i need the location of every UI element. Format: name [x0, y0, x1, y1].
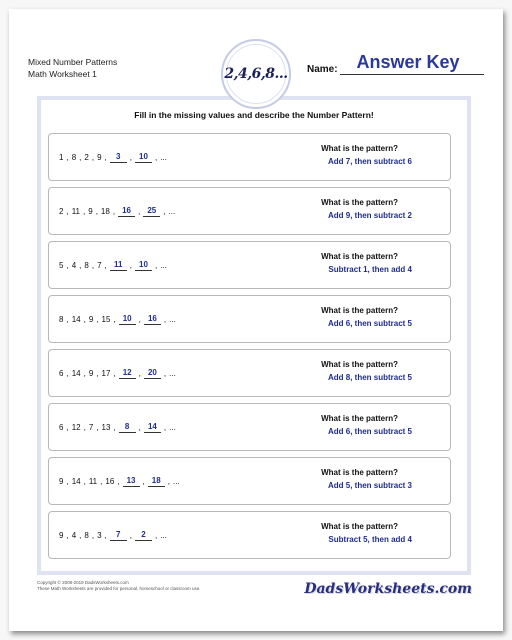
sequence-term: 16	[105, 476, 115, 486]
missing-value: 16	[118, 206, 135, 217]
sequence-term: 6	[59, 368, 64, 378]
sequence-term: 2	[84, 152, 89, 162]
pattern-answer: Add 9, then subtract 2	[327, 211, 412, 220]
separator: ,	[83, 422, 86, 432]
name-line	[340, 74, 484, 75]
instructions: Fill in the missing values and describe the Number Pattern!	[134, 110, 374, 120]
pattern-question: What is the pattern?	[321, 468, 398, 477]
separator: ,	[96, 314, 99, 324]
sequence-ellipsis: ...	[169, 422, 176, 432]
problem-row	[48, 295, 451, 343]
separator: ,	[83, 206, 86, 216]
sequence-term: 14	[71, 476, 81, 486]
missing-value: 13	[123, 476, 140, 487]
missing-value: 10	[135, 260, 152, 271]
sequence-term: 3	[97, 530, 102, 540]
sequence-ellipsis: ...	[169, 368, 176, 378]
pattern-answer: Add 6, then subtract 5	[327, 319, 412, 328]
number-sequence	[59, 350, 176, 396]
worksheet-title-block	[28, 56, 117, 80]
separator: ,	[163, 368, 167, 378]
sequence-ellipsis: ...	[160, 152, 167, 162]
sequence-term: 18	[100, 206, 110, 216]
separator: ,	[142, 476, 145, 486]
name-label: Name:	[307, 64, 338, 75]
pattern-question: What is the pattern?	[321, 360, 398, 369]
pattern-answer: Add 7, then subtract 6	[327, 157, 412, 166]
sequence-term: 7	[88, 422, 94, 432]
sequence-term: 9	[97, 152, 102, 162]
number-sequence	[59, 242, 167, 288]
number-sequence	[59, 296, 176, 342]
pattern-answer: Subtract 1, then add 4	[328, 265, 412, 274]
pattern-question: What is the pattern?	[321, 144, 398, 153]
usage-notice: These Math Worksheets are provided for personal, homeschool or classroom use.	[37, 586, 201, 591]
sequence-term: 11	[71, 206, 80, 216]
separator: ,	[83, 476, 86, 486]
missing-value: 25	[143, 206, 160, 217]
separator: ,	[129, 260, 132, 270]
brand-logo: DadsWorksheets.com	[304, 581, 472, 597]
sequence-term: 8	[84, 260, 89, 270]
separator: ,	[66, 368, 69, 378]
missing-value: 11	[110, 260, 127, 271]
sequence-term: 4	[71, 260, 77, 270]
sequence-term: 9	[88, 206, 93, 216]
separator: ,	[95, 206, 98, 216]
worksheet-title: Mixed Number Patterns	[28, 57, 118, 67]
sequence-term: 14	[71, 314, 81, 324]
sequence-term: 8	[59, 314, 64, 324]
separator: ,	[91, 530, 95, 540]
missing-value: 8	[119, 422, 136, 433]
problem-row	[48, 457, 451, 505]
separator: ,	[104, 530, 107, 540]
sequence-term: 8	[71, 152, 77, 162]
separator: ,	[117, 476, 120, 486]
sequence-term: 9	[59, 476, 64, 486]
separator: ,	[100, 476, 103, 486]
separator: ,	[154, 530, 158, 540]
separator: ,	[163, 314, 167, 324]
separator: ,	[79, 152, 82, 162]
pattern-question: What is the pattern?	[321, 414, 398, 423]
separator: ,	[96, 422, 99, 432]
sequence-term: 5	[59, 260, 64, 270]
sequence-term: 11	[88, 476, 98, 486]
footer	[37, 580, 201, 592]
sequence-term: 7	[97, 260, 102, 270]
problem-row	[48, 403, 451, 451]
problem-row	[48, 187, 451, 235]
missing-value: 18	[148, 476, 165, 487]
separator: ,	[91, 152, 95, 162]
number-sequence	[59, 512, 167, 558]
problem-row	[48, 241, 451, 289]
separator: ,	[66, 260, 69, 270]
separator: ,	[154, 152, 158, 162]
sequence-term: 17	[101, 368, 111, 378]
worksheet-subtitle: Math Worksheet 1	[28, 69, 97, 79]
separator: ,	[138, 206, 141, 216]
separator: ,	[167, 476, 170, 486]
separator: ,	[83, 368, 86, 378]
missing-value: 12	[119, 368, 136, 379]
separator: ,	[66, 152, 69, 162]
sequence-term: 14	[71, 368, 81, 378]
missing-value: 10	[135, 152, 152, 163]
sequence-term: 8	[84, 530, 89, 540]
number-sequence	[59, 404, 176, 450]
separator: ,	[113, 368, 116, 378]
pattern-answer: Add 8, then subtract 5	[327, 373, 412, 382]
number-sequence	[59, 188, 175, 234]
pattern-question: What is the pattern?	[321, 252, 398, 261]
pattern-answer: Subtract 5, then add 4	[328, 535, 412, 544]
copyright-text: Copyright © 2008-2019 DadsWorksheets.com	[37, 580, 129, 585]
missing-value: 7	[110, 530, 127, 541]
separator: ,	[113, 422, 116, 432]
pattern-question: What is the pattern?	[321, 522, 398, 531]
separator: ,	[163, 422, 167, 432]
answer-key-title: Answer Key	[356, 52, 460, 72]
separator: ,	[66, 206, 69, 216]
sequence-ellipsis: ...	[160, 530, 167, 540]
separator: ,	[66, 314, 69, 324]
number-sequence	[59, 134, 167, 180]
separator: ,	[66, 476, 69, 486]
sequence-term: 6	[59, 422, 64, 432]
sequence-term: 9	[88, 314, 94, 324]
sequence-term: 12	[71, 422, 81, 432]
sequence-term: 4	[71, 530, 77, 540]
separator: ,	[79, 530, 82, 540]
problem-row	[48, 133, 451, 181]
problem-row	[48, 349, 451, 397]
separator: ,	[83, 314, 86, 324]
missing-value: 10	[119, 314, 136, 325]
number-sequence	[59, 458, 180, 504]
separator: ,	[129, 530, 132, 540]
missing-value: 14	[144, 422, 161, 433]
pattern-question: What is the pattern?	[321, 306, 398, 315]
separator: ,	[112, 206, 116, 216]
separator: ,	[138, 368, 141, 378]
missing-value: 16	[144, 314, 161, 325]
sequence-ellipsis: ...	[160, 260, 167, 270]
sequence-ellipsis: ...	[169, 314, 176, 324]
separator: ,	[104, 260, 107, 270]
separator: ,	[113, 314, 116, 324]
sequence-ellipsis: ...	[168, 206, 176, 216]
separator: ,	[138, 314, 141, 324]
sequence-term: 1	[59, 152, 64, 162]
missing-value: 2	[135, 530, 152, 541]
pattern-logo	[221, 39, 291, 109]
separator: ,	[154, 260, 158, 270]
pattern-question: What is the pattern?	[321, 198, 398, 207]
problem-row	[48, 511, 451, 559]
separator: ,	[104, 152, 107, 162]
sequence-ellipsis: ...	[172, 476, 180, 486]
pattern-answer: Add 6, then subtract 5	[327, 427, 412, 436]
sequence-term: 2	[59, 206, 64, 216]
sequence-term: 9	[88, 368, 94, 378]
separator: ,	[138, 422, 141, 432]
separator: ,	[66, 530, 69, 540]
sequence-term: 9	[59, 530, 64, 540]
separator: ,	[129, 152, 132, 162]
sequence-term: 13	[101, 422, 111, 432]
sequence-term: 15	[101, 314, 111, 324]
pattern-logo-text: 2,4,6,8...	[226, 44, 286, 104]
separator: ,	[163, 206, 166, 216]
separator: ,	[79, 260, 82, 270]
separator: ,	[91, 260, 95, 270]
pattern-answer: Add 5, then subtract 3	[327, 481, 412, 490]
missing-value: 3	[110, 152, 127, 163]
missing-value: 20	[144, 368, 161, 379]
separator: ,	[66, 422, 69, 432]
separator: ,	[96, 368, 99, 378]
